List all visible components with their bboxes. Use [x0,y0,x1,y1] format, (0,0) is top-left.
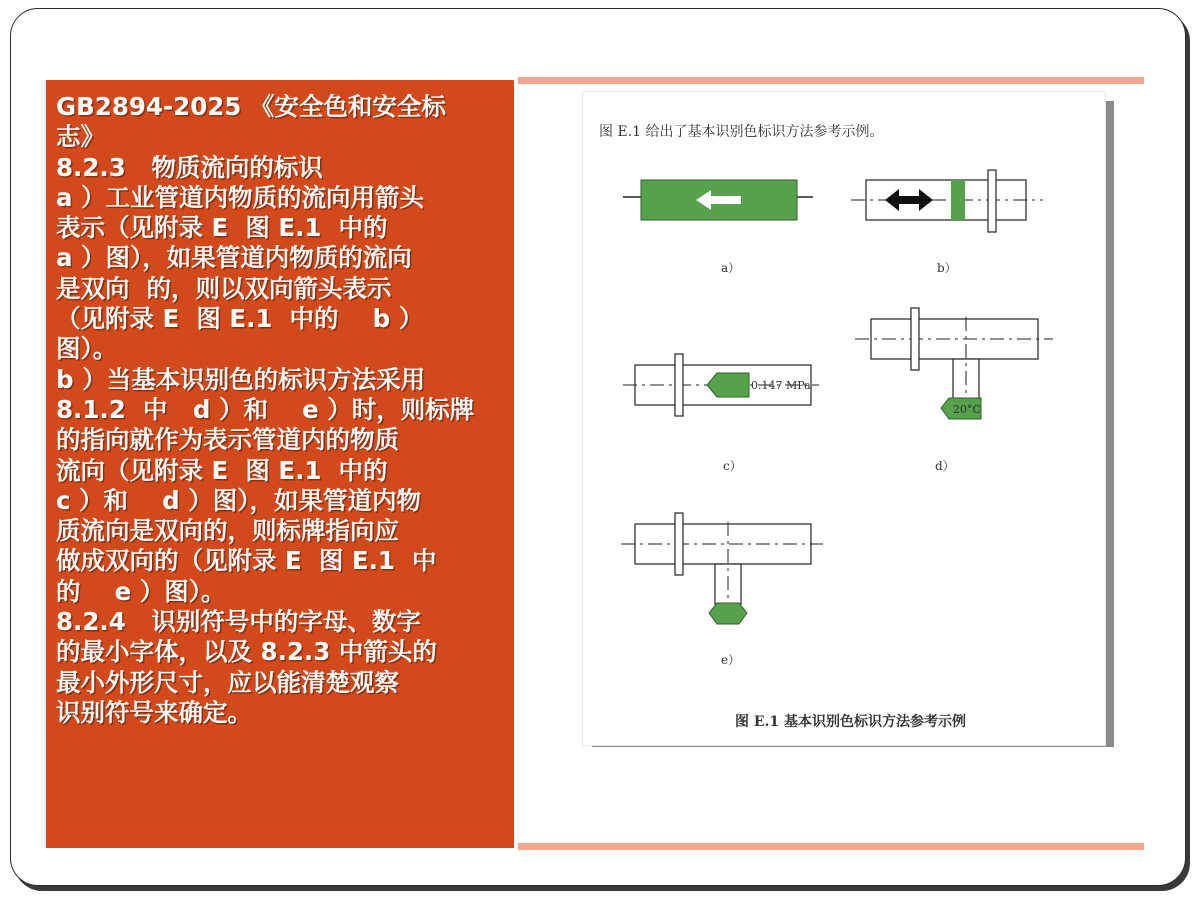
text-line: 图）。 [56,334,118,364]
text-line: 的 e ）图）。 [56,576,226,606]
temperature-tag: 20°C [953,403,981,416]
label-d: d） [935,459,955,473]
text-line: b ）当基本识别色的标识方法采用 [56,364,426,394]
text-line: 质流向是双向的，则标牌指向应 [56,516,399,546]
text-line: 识别符号来确定。 [56,697,252,727]
pipe-marking-figure [583,92,1105,745]
text-line: GB2894-2025 《安全色和安全标 [56,92,446,121]
example-c-pipe [623,354,819,416]
label-b: b） [937,261,957,275]
example-a-pipe [623,180,813,220]
text-line: 表示（见附录 E 图 E.1 中的 [56,213,388,243]
text-line: 8.1.2 中 d ）和 e ）时，则标牌 [56,394,475,424]
text-line: 流向（见附录 E 图 E.1 中的 [56,455,388,485]
bottom-accent-rule [518,843,1144,850]
figure-image [583,92,1105,745]
text-line: 做成双向的（见附录 E 图 E.1 中 [56,546,437,576]
text-line: 8.2.4 识别符号中的字母、数字 [56,607,421,637]
label-a: a） [721,261,741,275]
text-panel [44,80,514,848]
text-line: 的最小字体，以及 8.2.3 中箭头的 [56,637,437,667]
example-e-pipe [621,513,823,624]
figure-caption: 图 E.1 基本识别色标识方法参考示例 [735,714,967,730]
text-line: c ）和 d ）图），如果管道内物 [56,485,421,515]
double-tag-shape [709,603,747,624]
text-line: 是双向 的，则以双向箭头表示 [56,273,392,303]
label-c: c） [723,459,742,473]
pressure-tag: 0.147 MPa [751,379,811,392]
text-line: 最小外形尺寸，应以能清楚观察 [56,667,399,697]
text-line: 志》 [56,122,105,152]
text-line: 8.2.3 物质流向的标识 [56,152,323,182]
label-e: e） [721,653,741,667]
text-line: a ）工业管道内物质的流向用箭头 [56,182,425,212]
example-d-pipe [855,308,1053,419]
figure-intro: 图 E.1 给出了基本识别色标识方法参考示例。 [599,124,884,140]
top-accent-rule [518,77,1144,84]
text-line: a ）图），如果管道内物质的流向 [56,243,412,273]
text-line: （见附录 E 图 E.1 中的 b ） [56,304,424,334]
text-line: 的指向就作为表示管道内的物质 [56,425,399,455]
example-b-pipe [851,170,1043,232]
